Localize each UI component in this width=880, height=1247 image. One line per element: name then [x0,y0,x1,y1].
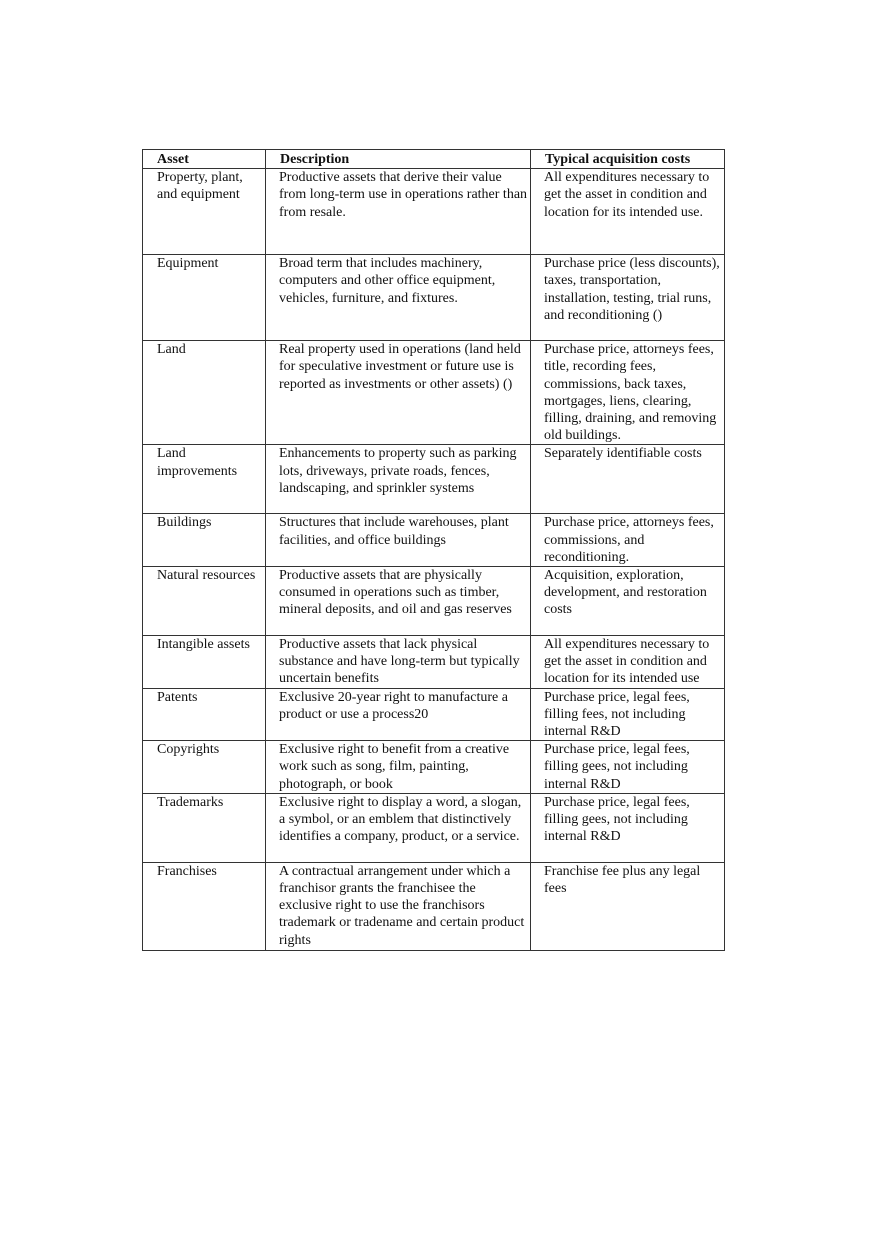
table-row [143,169,725,255]
description-cell: Productive assets that derive their value from long-term use in operations rather than from resale. [266,169,531,255]
description-cell: Exclusive right to benefit from a creative work such as song, film, painting, photograph, or book [266,741,531,794]
description-cell: Broad term that includes machinery, computers and other office equipment, vehicles, furniture, and fixtures. [266,255,531,341]
asset-cell: Land improvements [143,445,266,514]
asset-cell: Natural resources [143,567,266,636]
costs-cell: Purchase price, legal fees, filling fees, not including internal R&D [531,688,725,741]
table-row [143,741,725,794]
costs-cell: Separately identifiable costs [531,445,725,514]
description-cell: Real property used in operations (land held for speculative investment or future use is reported as investments or other assets) () [266,341,531,445]
table-row [143,793,725,862]
header-costs: Typical acquisition costs [531,150,725,169]
table-row [143,255,725,341]
asset-cell: Land [143,341,266,445]
costs-cell: Acquisition, exploration, development, and restoration costs [531,567,725,636]
asset-cell: Trademarks [143,793,266,862]
header-asset: Asset [143,150,266,169]
asset-cell: Buildings [143,514,266,567]
costs-cell: Purchase price (less discounts), taxes, transportation, installation, testing, trial runs, and reconditioning () [531,255,725,341]
asset-cell: Equipment [143,255,266,341]
description-cell: Enhancements to property such as parking lots, driveways, private roads, fences, landscaping, and sprinkler systems [266,445,531,514]
asset-acquisition-table [142,149,725,951]
description-cell: Structures that include warehouses, plant facilities, and office buildings [266,514,531,567]
costs-cell: All expenditures necessary to get the asset in condition and location for its intended use [531,636,725,689]
description-cell: Productive assets that lack physical substance and have long-term but typically uncertain benefits [266,636,531,689]
table-row [143,514,725,567]
asset-cell: Intangible assets [143,636,266,689]
costs-cell: Purchase price, attorneys fees, commissions, and reconditioning. [531,514,725,567]
table-header-row [143,150,725,169]
table-row [143,341,725,445]
description-cell: Exclusive 20-year right to manufacture a product or use a process20 [266,688,531,741]
table-row [143,862,725,950]
costs-cell: Franchise fee plus any legal fees [531,862,725,950]
description-cell: Productive assets that are physically consumed in operations such as timber, mineral deposits, and oil and gas reserves [266,567,531,636]
table-row [143,445,725,514]
costs-cell: Purchase price, attorneys fees, title, recording fees, commissions, back taxes, mortgages, liens, clearing, filling, draining, and removing old buildings. [531,341,725,445]
asset-cell: Franchises [143,862,266,950]
description-cell: Exclusive right to display a word, a slogan, a symbol, or an emblem that distinctively identifies a company, product, or a service. [266,793,531,862]
asset-cell: Property, plant, and equipment [143,169,266,255]
costs-cell: Purchase price, legal fees, filling gees, not including internal R&D [531,741,725,794]
table-row [143,567,725,636]
header-description: Description [266,150,531,169]
asset-cell: Copyrights [143,741,266,794]
table-row [143,636,725,689]
costs-cell: All expenditures necessary to get the asset in condition and location for its intended use. [531,169,725,255]
asset-cell: Patents [143,688,266,741]
costs-cell: Purchase price, legal fees, filling gees, not including internal R&D [531,793,725,862]
description-cell: A contractual arrangement under which a franchisor grants the franchisee the exclusive right to use the franchisors trademark or tradename and certain product rights [266,862,531,950]
table-row [143,688,725,741]
